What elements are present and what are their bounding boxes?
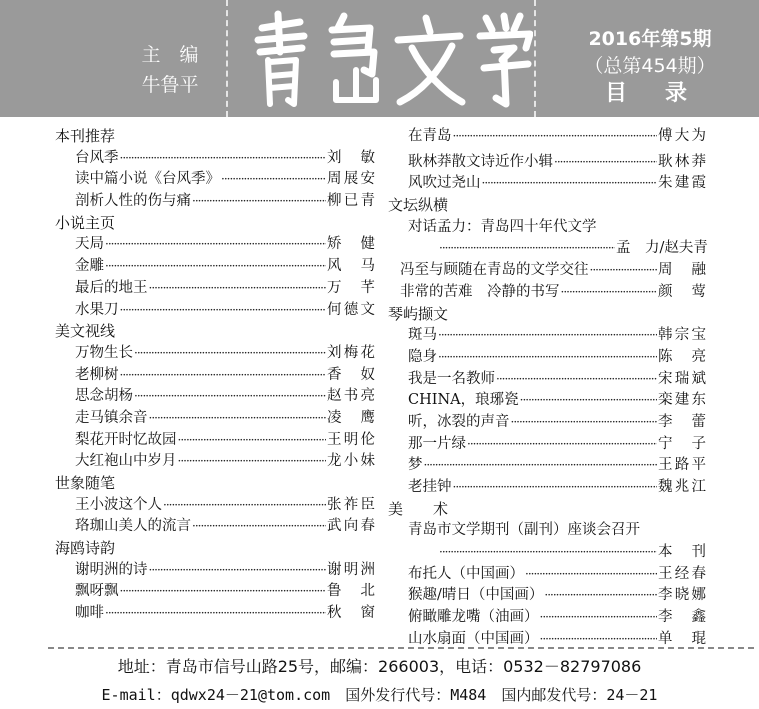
toc-entry[interactable]	[388, 434, 706, 456]
entry-title: 梦	[408, 457, 423, 474]
toc-entry[interactable]	[388, 173, 706, 195]
leader-dots	[120, 148, 327, 170]
issue-info	[545, 26, 755, 107]
entry-title: 对话孟力：青岛四十年代文学	[408, 218, 597, 235]
toc-left-column	[55, 126, 375, 625]
toc-entry[interactable]	[388, 477, 706, 499]
entry-author: 风 马	[327, 258, 375, 275]
editor-name: 牛鲁平	[141, 74, 199, 96]
editor-block	[120, 40, 220, 100]
issue-total: （总第454期）	[584, 55, 716, 77]
contact-email-codes: E-mail：qdwx24－21@tom.com 国外发行代号：M484 国内邮发代号：24－21	[101, 686, 658, 704]
toc-entry[interactable]	[388, 282, 706, 304]
entry-author: 武向春	[327, 518, 375, 535]
leader-dots	[149, 560, 327, 582]
leader-dots	[520, 390, 657, 412]
toc-entry-author-line[interactable]	[388, 542, 706, 564]
leader-dots	[134, 343, 326, 365]
toc-entry-author-line[interactable]	[388, 238, 706, 260]
entry-title: 珞珈山美人的流言	[75, 518, 191, 535]
entry-title: 风吹过尧山	[408, 175, 481, 192]
entry-author: 李 蕾	[658, 413, 706, 430]
toc-entry[interactable]	[55, 278, 375, 300]
entry-title: 老挂钟	[408, 479, 452, 495]
header-divider-left	[226, 0, 228, 117]
entry-title: 山水扇面（中国画）	[408, 630, 539, 647]
entry-title: CHINA，琅琊瓷	[408, 392, 519, 409]
entry-title: 青岛市文学期刊（副刊）座谈会召开	[408, 522, 640, 539]
section-title: 海鸥诗韵	[55, 539, 116, 558]
leader-dots	[467, 434, 657, 456]
toc-section	[55, 321, 375, 473]
entry-title: 水果刀	[75, 301, 119, 318]
toc-entry[interactable]	[55, 495, 375, 517]
entry-author: 周展安	[327, 171, 375, 188]
entry-title: 大红袍山中岁月	[75, 453, 177, 470]
entry-title: 布托人（中国画）	[408, 565, 524, 582]
toc-section	[55, 538, 375, 625]
entry-title: 思念胡杨	[75, 388, 133, 405]
toc-entry[interactable]	[55, 148, 375, 170]
entry-title: 万物生长	[75, 344, 133, 361]
entry-title: 在青岛	[408, 128, 452, 144]
entry-author: 鲁 北	[327, 583, 375, 600]
leader-dots	[105, 234, 326, 256]
leader-dots	[105, 603, 326, 625]
leader-dots	[221, 169, 326, 191]
toc-entry[interactable]	[55, 430, 375, 452]
entry-title: 冯至与顾随在青岛的文学交往	[400, 262, 589, 279]
entry-title: 金雕	[75, 258, 104, 275]
magazine-logo	[248, 8, 533, 112]
leader-dots	[149, 408, 327, 430]
entry-author: 矫 健	[327, 236, 375, 253]
toc-entry[interactable]	[55, 300, 375, 322]
toc-section	[388, 499, 706, 651]
entry-title: 老柳树	[75, 366, 119, 383]
toc-section	[388, 304, 706, 499]
toc-entry[interactable]	[388, 564, 706, 586]
leader-dots	[453, 126, 658, 148]
leader-dots	[496, 369, 657, 391]
toc-entry[interactable]	[55, 451, 375, 473]
entry-title: 我是一名教师	[408, 370, 495, 387]
entry-title: 走马镇余音	[75, 409, 148, 426]
footer-divider	[48, 647, 754, 649]
leader-dots	[511, 412, 658, 434]
leader-dots	[438, 325, 657, 347]
toc-entry[interactable]	[388, 325, 706, 347]
leader-dots	[192, 516, 326, 538]
toc-entry[interactable]	[388, 585, 706, 607]
entry-author: 陈 亮	[658, 348, 706, 365]
leader-dots	[544, 585, 657, 607]
toc-entry[interactable]	[388, 607, 706, 629]
entry-author: 魏兆江	[658, 479, 706, 495]
entry-author: 韩宗宝	[658, 327, 706, 344]
entry-author: 龙小妹	[327, 453, 375, 470]
toc-entry-title-line[interactable]	[388, 217, 706, 239]
leader-dots	[561, 282, 658, 304]
toc-entry[interactable]	[388, 369, 706, 391]
toc-entry[interactable]	[55, 234, 375, 256]
masthead	[0, 0, 759, 117]
toc-entry[interactable]	[55, 169, 375, 191]
toc-section	[55, 213, 375, 321]
toc-entry[interactable]	[55, 408, 375, 430]
leader-dots	[178, 451, 327, 473]
issue-number: 2016年第5期	[588, 28, 712, 50]
toc-entry[interactable]	[55, 365, 375, 387]
entry-title: 咖啡	[75, 605, 104, 622]
entry-author: 谢明洲	[327, 561, 375, 578]
entry-title: 王小波这个人	[75, 496, 162, 513]
entry-title: 剖析人性的伤与痛	[75, 193, 191, 210]
entry-title: 台风季	[75, 149, 119, 166]
leader-dots	[163, 495, 326, 517]
entry-title: 听，冰裂的声音	[408, 413, 510, 430]
toc-entry[interactable]	[55, 603, 375, 625]
contents-label: 目 录	[604, 81, 695, 106]
entry-author: 宁 子	[658, 435, 706, 452]
editor-role: 主 编	[141, 44, 199, 66]
section-title: 美文视线	[55, 322, 116, 341]
entry-author: 单 琨	[658, 630, 706, 647]
entry-author: 王经春	[658, 565, 706, 582]
toc-entry[interactable]	[55, 581, 375, 603]
entry-author: 颜 莺	[658, 283, 706, 300]
toc-entry[interactable]	[55, 256, 375, 278]
toc-right-column	[388, 126, 706, 651]
leader-dots	[120, 581, 327, 603]
entry-author: 王路平	[658, 457, 706, 474]
entry-author: 李晓娜	[658, 587, 706, 604]
leader-dots	[438, 347, 657, 369]
entry-author: 刘梅花	[327, 344, 375, 361]
leader-dots	[149, 278, 327, 300]
entry-author: 秋 窗	[327, 605, 375, 622]
entry-title: 猴趣/晴日（中国画）	[408, 587, 544, 604]
section-title: 琴屿撷文	[388, 304, 449, 323]
entry-author: 柳已青	[327, 193, 375, 210]
section-title: 美 术	[388, 499, 449, 518]
entry-title: 天局	[75, 236, 104, 253]
entry-author: 耿林莽	[658, 153, 706, 170]
toc-section	[55, 126, 375, 213]
leader-dots	[134, 386, 326, 408]
entry-author: 本 刊	[658, 544, 706, 561]
entry-title: 那一片绿	[408, 435, 466, 452]
leader-dots	[540, 607, 658, 629]
toc-entry[interactable]	[388, 260, 706, 282]
entry-author: 赵书亮	[327, 388, 375, 405]
leader-dots	[554, 152, 657, 174]
contact-address: 地址：青岛市信号山路25号，邮编：266003，电话：0532－82797086	[117, 657, 642, 676]
entry-title: 耿林莽散文诗近作小辑	[408, 153, 553, 170]
entry-author: 香 奴	[327, 366, 375, 383]
leader-dots	[120, 300, 327, 322]
leader-dots	[192, 191, 326, 213]
entry-author: 王明伦	[327, 431, 375, 448]
entry-title: 飘呀飘	[75, 583, 119, 600]
entry-title: 隐身	[408, 348, 437, 365]
entry-title: 俯瞰雕龙嘴（油画）	[408, 609, 539, 626]
section-title: 文坛纵横	[388, 196, 449, 215]
entry-author: 张祚臣	[327, 496, 375, 513]
leader-dots	[178, 430, 327, 452]
section-title: 小说主页	[55, 213, 116, 232]
header-divider-right	[534, 0, 536, 117]
entry-author: 周 融	[658, 262, 706, 279]
leader-dots	[453, 477, 658, 499]
entry-title: 斑马	[408, 327, 437, 344]
toc-section	[55, 473, 375, 538]
entry-title: 最后的地王	[75, 279, 148, 296]
entry-author: 凌 鹰	[327, 409, 375, 426]
toc-entry[interactable]	[55, 343, 375, 365]
entry-author: 万 芊	[327, 279, 375, 296]
section-title: 世象随笔	[55, 474, 116, 492]
toc-entry-title-line[interactable]	[388, 520, 706, 542]
toc-entry[interactable]	[388, 390, 706, 412]
entry-author: 栾建东	[658, 392, 706, 409]
entry-author: 何德文	[327, 301, 375, 318]
toc-entry[interactable]	[55, 516, 375, 538]
entry-title: 谢明洲的诗	[75, 561, 148, 578]
leader-dots	[424, 455, 658, 477]
entry-author: 孟 力/赵夫青	[616, 240, 708, 257]
entry-author: 宋瑞斌	[658, 370, 706, 387]
toc-section	[388, 195, 706, 303]
leader-dots	[120, 365, 327, 387]
section-title: 本刊推荐	[55, 127, 116, 145]
leader-dots	[439, 238, 615, 260]
leader-dots	[439, 542, 657, 564]
leader-dots	[105, 256, 326, 278]
entry-author: 傅大为	[658, 128, 706, 144]
toc-entry[interactable]	[388, 126, 706, 148]
entry-title: 非常的苦难 冷静的书写	[400, 283, 560, 300]
toc-entry[interactable]	[55, 386, 375, 408]
toc-entry[interactable]	[388, 455, 706, 477]
leader-dots	[482, 173, 658, 195]
leader-dots	[525, 564, 657, 586]
toc-entry[interactable]	[388, 412, 706, 434]
entry-author: 李 鑫	[658, 609, 706, 626]
entry-title: 读中篇小说《台风季》	[75, 171, 220, 188]
toc-entry[interactable]	[55, 560, 375, 582]
entry-title: 梨花开时忆故园	[75, 431, 177, 448]
entry-author: 刘 敏	[327, 149, 375, 166]
leader-dots	[590, 260, 658, 282]
toc-entry[interactable]	[388, 347, 706, 369]
toc-entry[interactable]	[388, 152, 706, 174]
entry-author: 朱建霞	[658, 175, 706, 192]
toc-entry[interactable]	[55, 191, 375, 213]
